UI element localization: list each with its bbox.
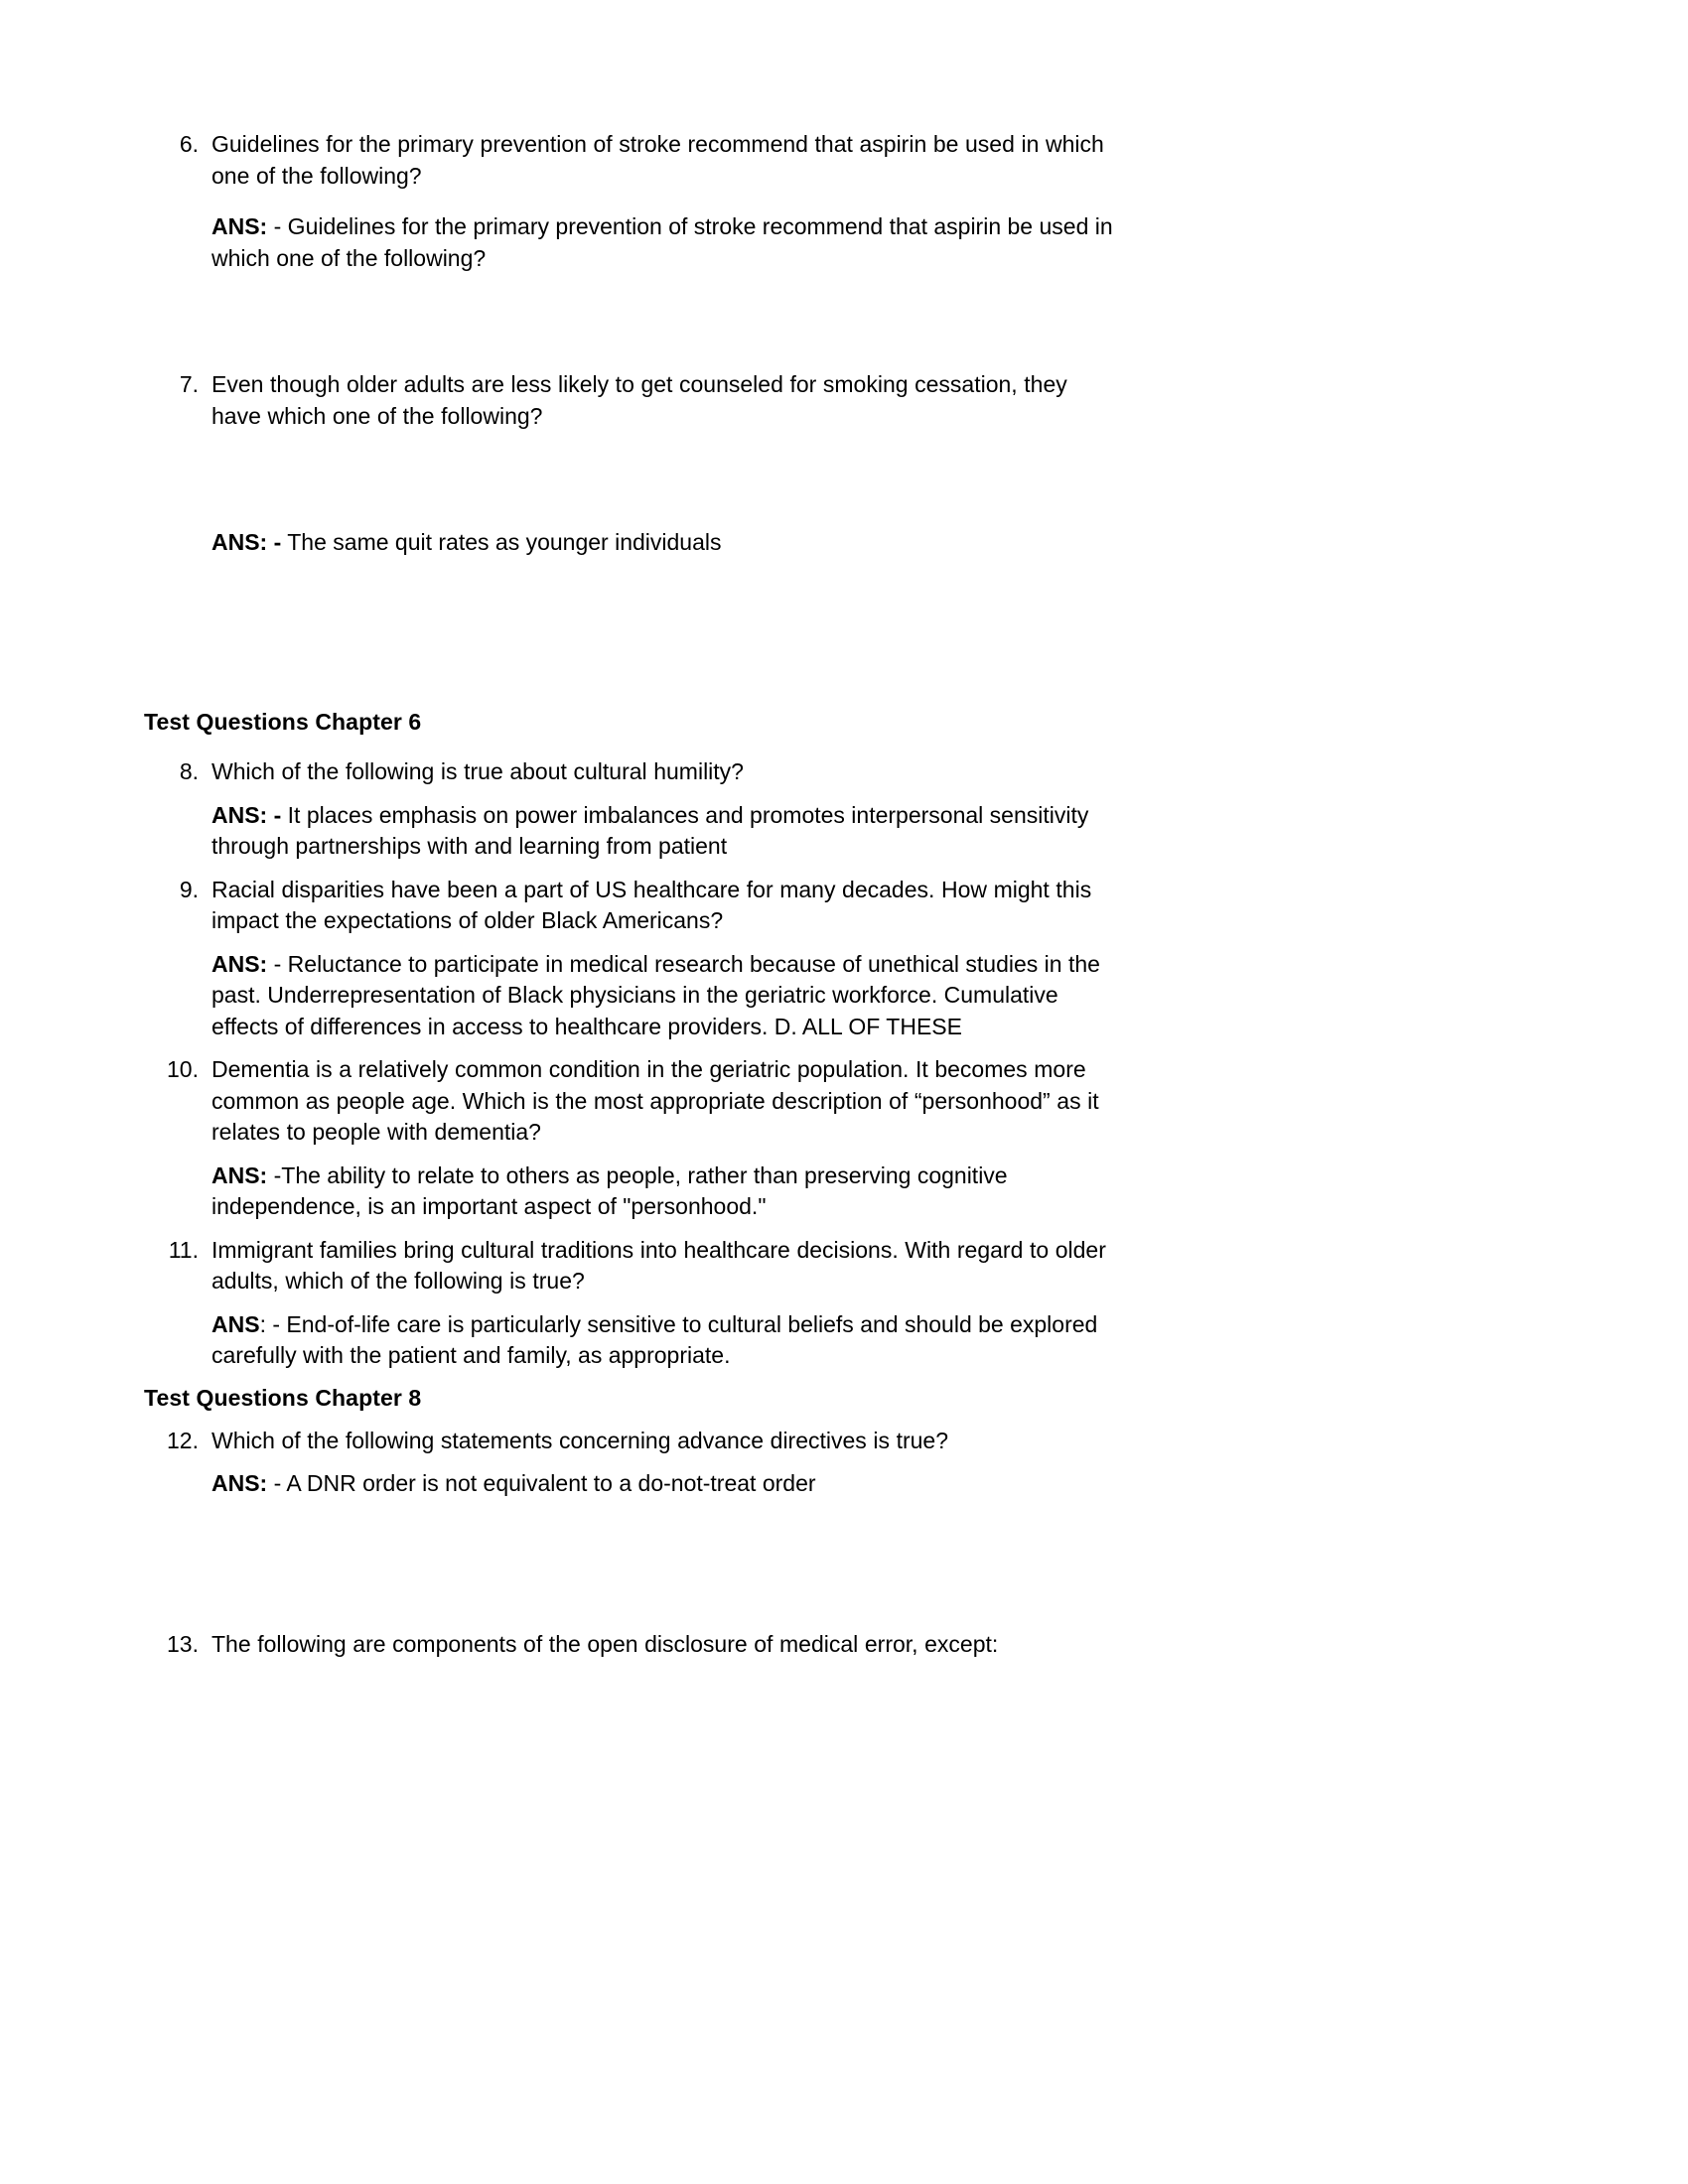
question-number-10: 10. — [167, 1056, 199, 1083]
question-item-10 — [144, 1054, 1117, 1149]
answer-label-7: ANS: - — [211, 529, 282, 555]
question-item-13 — [144, 1629, 1117, 1661]
answer-label-9: ANS: — [211, 950, 268, 977]
spacer — [144, 1042, 1117, 1054]
spacer — [144, 559, 1117, 708]
question-text-13: The following are components of the open disclosure of medical error, except: — [211, 1630, 999, 1657]
spacer — [144, 274, 1117, 369]
question-number-12: 12. — [167, 1427, 199, 1453]
spacer — [144, 192, 1117, 211]
question-text-8: Which of the following is true about cultural humility? — [211, 758, 744, 785]
question-number-9: 9. — [179, 876, 199, 902]
question-item-9 — [144, 875, 1117, 937]
answer-block-6 — [144, 211, 1117, 274]
answer-label-12: ANS: — [211, 1470, 268, 1497]
answer-block-11 — [144, 1309, 1117, 1372]
answer-block-9 — [144, 949, 1117, 1043]
answer-block-7 — [144, 527, 1117, 559]
question-text-12: Which of the following statements concerning advance directives is true? — [211, 1427, 949, 1453]
question-text-6: Guidelines for the primary prevention of stroke recommend that aspirin be used in which one of the following? — [211, 131, 1104, 189]
spacer — [144, 1500, 1117, 1629]
spacer — [144, 863, 1117, 875]
answer-text-11: : - End-of-life care is particularly sensitive to cultural beliefs and should be explored carefully with the patient and family, as appropriate. — [211, 1310, 1098, 1369]
question-text-7: Even though older adults are less likely to get counseled for smoking cessation, they have which one of the following? — [211, 371, 1067, 429]
question-number-7: 7. — [179, 371, 199, 397]
section-heading-chapter-6: Test Questions Chapter 6 — [144, 708, 422, 735]
document-body — [144, 129, 1117, 1660]
question-number-6: 6. — [179, 131, 199, 157]
question-number-13: 13. — [167, 1630, 199, 1657]
spacer — [144, 1372, 1117, 1384]
spacer — [144, 1456, 1117, 1468]
section-heading-chapter-8: Test Questions Chapter 8 — [144, 1384, 422, 1411]
answer-text-10: -The ability to relate to others as people, rather than preserving cognitive independence, is an important aspect of "personhood." — [211, 1161, 1008, 1220]
question-item-12 — [144, 1426, 1117, 1457]
question-item-11 — [144, 1235, 1117, 1297]
answer-label-11: ANS — [211, 1310, 260, 1337]
answer-block-10 — [144, 1160, 1117, 1223]
spacer — [144, 1297, 1117, 1309]
answer-label-6: ANS: — [211, 213, 268, 239]
answer-block-12 — [144, 1468, 1117, 1500]
answer-text-12: - A DNR order is not equivalent to a do-not-treat order — [267, 1470, 816, 1497]
answer-text-9: - Reluctance to participate in medical research because of unethical studies in the past. Underrepresentation of Black physicians in the geriatric workforce. Cumulative effects of differences in access to healthcare providers. D. ALL OF THESE — [211, 950, 1100, 1039]
spacer — [144, 1223, 1117, 1235]
question-number-8: 8. — [179, 758, 199, 785]
question-item-8 — [144, 756, 1117, 788]
answer-label-10: ANS: — [211, 1161, 268, 1188]
spacer — [144, 788, 1117, 800]
answer-label-8: ANS: - — [211, 801, 282, 828]
answer-text-7: The same quit rates as younger individuals — [281, 529, 722, 555]
spacer — [144, 1414, 1117, 1426]
question-item-6 — [144, 129, 1117, 192]
spacer — [144, 737, 1117, 756]
question-text-11: Immigrant families bring cultural traditions into healthcare decisions. With regard to older adults, which of the following is true? — [211, 1236, 1106, 1295]
question-number-11: 11. — [168, 1236, 199, 1263]
answer-text-6: - Guidelines for the primary prevention of stroke recommend that aspirin be used in which one of the following? — [211, 213, 1113, 271]
spacer — [144, 937, 1117, 949]
spacer — [144, 1149, 1117, 1160]
answer-block-8 — [144, 800, 1117, 863]
question-item-7 — [144, 369, 1117, 432]
spacer — [144, 432, 1117, 527]
answer-text-8: It places emphasis on power imbalances and promotes interpersonal sensitivity through partnerships with and learning from patient — [211, 801, 1089, 860]
question-text-10: Dementia is a relatively common condition in the geriatric population. It becomes more common as people age. Which is the most appropriate description of “personhood” as it relates to people with dementia? — [211, 1056, 1099, 1146]
question-text-9: Racial disparities have been a part of US healthcare for many decades. How might this impact the expectations of older Black Americans? — [211, 876, 1092, 934]
